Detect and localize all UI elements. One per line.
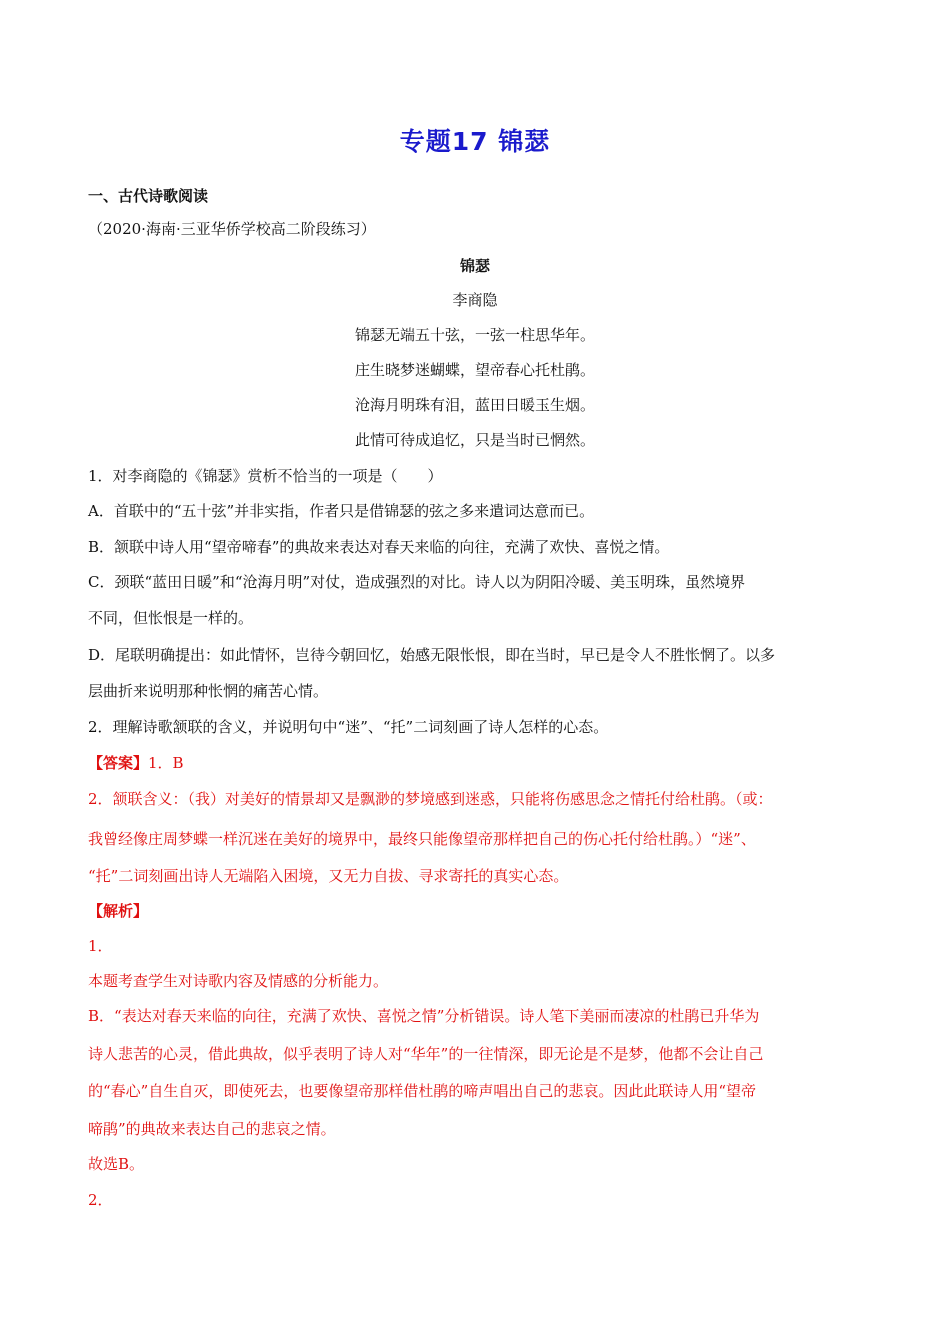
analysis-label: 【解析】 — [88, 902, 149, 920]
option-d-cont: 层曲折来说明那种怅惘的痛苦心情。 — [88, 682, 329, 700]
analysis-1-text: 诗人悲苦的心灵，借此典故，似乎表明了诗人对“华年”的一往情深，即无论是不是梦，他都不会让自己 — [88, 1045, 764, 1063]
question-1: 1．对李商隐的《锦瑟》赏析不恰当的一项是（ ） — [88, 467, 443, 485]
option-a: A．首联中的“五十弦”并非实指，作者只是借锦瑟的弦之多来遣词达意而已。 — [88, 502, 595, 520]
analysis-2-number: 2． — [88, 1191, 113, 1209]
poem-line: 庄生晓梦迷蝴蝶，望帝春心托杜鹃。 — [354, 361, 595, 379]
answer-1: 1．B — [148, 754, 184, 772]
source-note: （2020·海南·三亚华侨学校高二阶段练习） — [88, 220, 376, 238]
poem-title: 锦瑟 — [459, 257, 490, 275]
answer-row — [88, 753, 184, 773]
analysis-1-text: B．“表达对春天来临的向往，充满了欢快、喜悦之情”分析错误。诗人笔下美丽而凄凉的杜鹃已升华为 — [88, 1007, 760, 1025]
analysis-1-intro: 本题考查学生对诗歌内容及情感的分析能力。 — [88, 972, 389, 990]
poem-line: 沧海月明珠有泪，蓝田日暖玉生烟。 — [354, 396, 595, 414]
analysis-1-text: 的“春心”自生自灭，即使死去，也要像望帝那样借杜鹃的啼声唱出自己的悲哀。因此此联诗人用“望帝 — [88, 1082, 757, 1100]
poem-author: 李商隐 — [452, 291, 498, 309]
analysis-1-text: 啼鹃”的典故来表达自己的悲哀之情。 — [88, 1120, 336, 1138]
option-b: B．颔联中诗人用“望帝啼春”的典故来表达对春天来临的向往，充满了欢快、喜悦之情。 — [88, 538, 670, 556]
poem-line: 锦瑟无端五十弦，一弦一柱思华年。 — [354, 326, 595, 344]
question-2: 2．理解诗歌颔联的含义，并说明句中“迷”、“托”二词刻画了诗人怎样的心态。 — [88, 718, 609, 736]
answer-2: 2．颔联含义：（我）对美好的情景却又是飘渺的梦境感到迷惑，只能将伤感思念之情托付给杜鹃。（或： — [88, 790, 773, 808]
option-d: D．尾联明确提出：如此情怀，岂待今朝回忆，始感无限怅恨，即在当时，早已是令人不胜怅惘了。以多 — [88, 646, 776, 664]
option-c-cont: 不同，但怅恨是一样的。 — [88, 609, 254, 627]
section-heading: 一、古代诗歌阅读 — [88, 187, 209, 205]
analysis-1-choice: 故选B。 — [88, 1155, 145, 1173]
analysis-1-number: 1． — [88, 937, 113, 955]
poem-line: 此情可待成追忆，只是当时已惘然。 — [354, 431, 595, 449]
answer-label: 【答案】 — [88, 754, 149, 772]
answer-2-cont: “托”二词刻画出诗人无端陷入困境，又无力自拔、寻求寄托的真实心态。 — [88, 867, 569, 885]
page-title: 专题17 锦瑟 — [399, 127, 551, 156]
option-c: C．颈联“蓝田日暖”和“沧海月明”对仗，造成强烈的对比。诗人以为阴阳冷暖、美玉明珠，虽然境界 — [88, 573, 746, 591]
answer-2-cont: 我曾经像庄周梦蝶一样沉迷在美好的境界中，最终只能像望帝那样把自己的伤心托付给杜鹃。）“迷”、 — [88, 830, 756, 848]
